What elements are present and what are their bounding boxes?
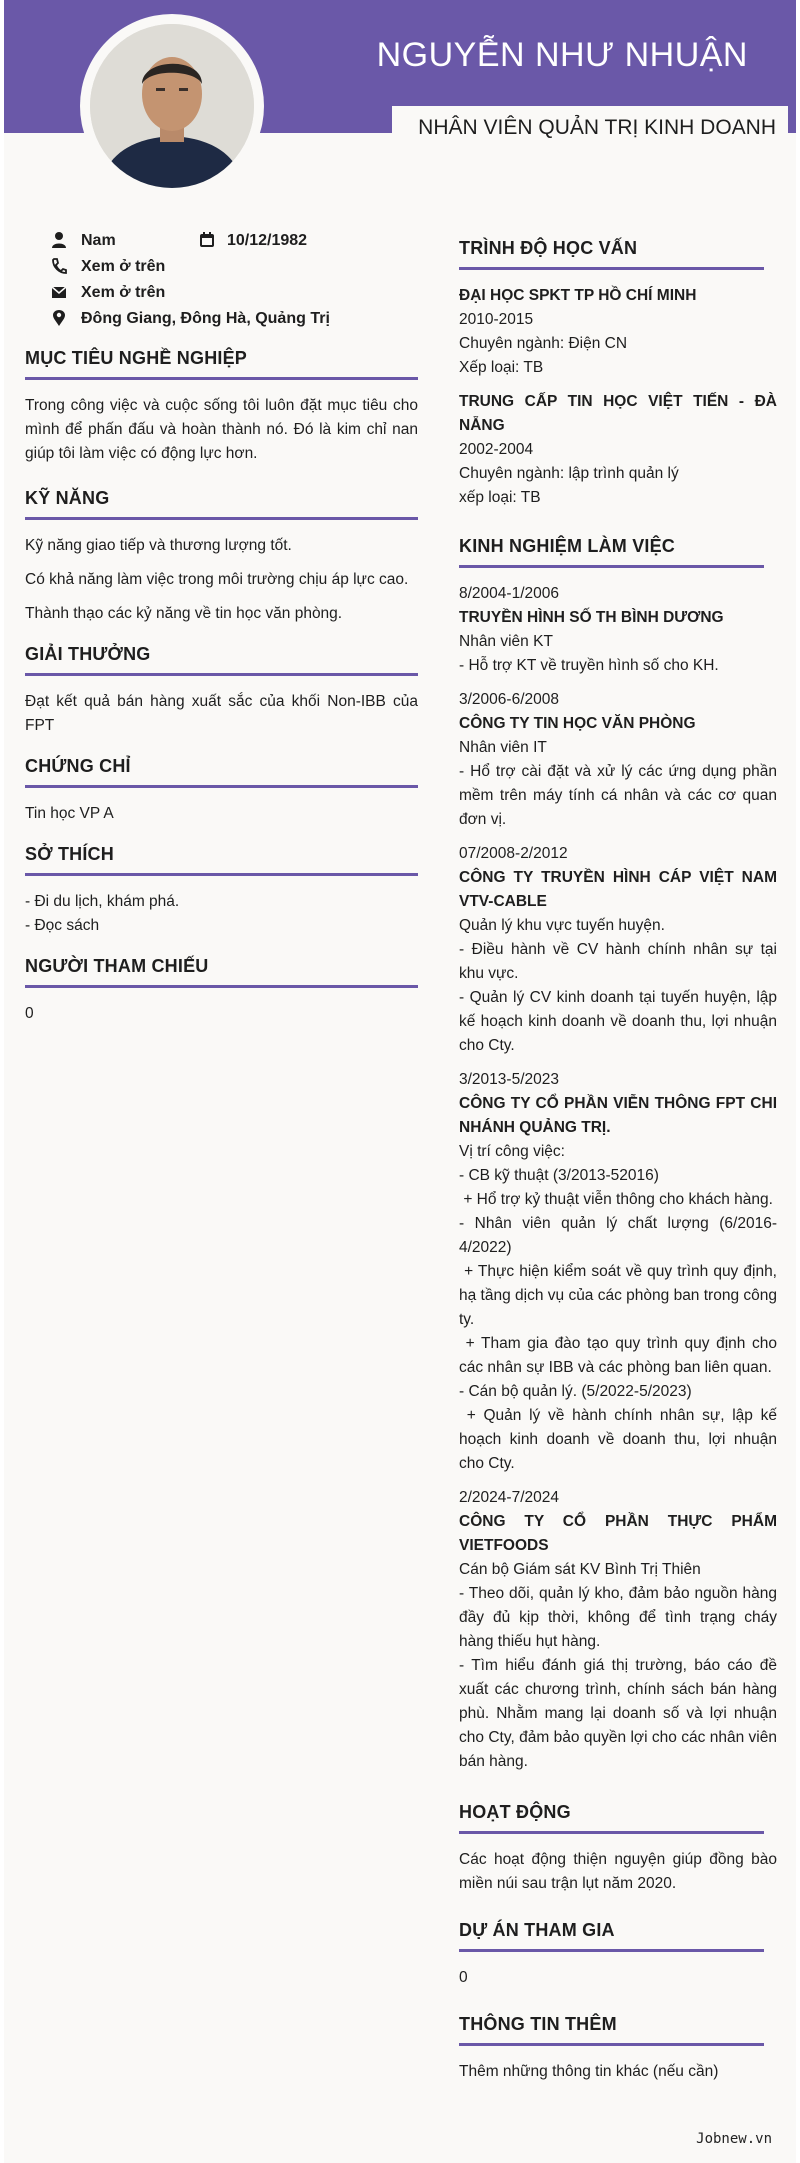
experience-period: 3/2006-6/2008 bbox=[459, 691, 559, 708]
experience-detail: - CB kỹ thuật (3/2013-52016) bbox=[459, 1167, 659, 1184]
experience-item bbox=[459, 582, 777, 678]
personal-row-phone bbox=[25, 256, 418, 282]
cv-page bbox=[4, 0, 796, 2163]
objective-title: MỤC TIÊU NGHỀ NGHIỆP bbox=[25, 348, 418, 380]
personal-row-address bbox=[25, 308, 418, 334]
experience-company: TRUYỀN HÌNH SỐ TH BÌNH DƯƠNG bbox=[459, 609, 724, 626]
section-awards bbox=[25, 644, 418, 738]
experience-detail: - Tìm hiểu đánh giá thị trường, báo cáo đề xuất các chương trình, chính sách bán hàng phù. Nhằm mang lại doanh số và lợi nhuận cho Cty, đảm bảo quyền lợi cho các nhân viên bán hàng. bbox=[459, 1657, 782, 1770]
education-major: Chuyên ngành: Điện CN bbox=[459, 335, 628, 352]
right-column bbox=[459, 238, 782, 2102]
education-major: Chuyên ngành: lập trình quản lý bbox=[459, 465, 679, 482]
section-additional bbox=[459, 2014, 777, 2084]
gender-value: Nam bbox=[81, 232, 116, 249]
experience-period: 07/2008-2/2012 bbox=[459, 845, 568, 862]
references-text: 0 bbox=[25, 1005, 34, 1022]
experience-detail: - Cán bộ quản lý. (5/2022-5/2023) bbox=[459, 1383, 692, 1400]
section-skills bbox=[25, 488, 418, 626]
experience-company: CÔNG TY TRUYỀN HÌNH CÁP VIỆT NAM VTV-CABLE bbox=[459, 869, 777, 910]
section-projects bbox=[459, 1920, 777, 1990]
experience-position: Quản lý khu vực tuyến huyện. bbox=[459, 917, 665, 934]
experience-position: Nhân viên KT bbox=[459, 633, 553, 650]
experience-position: Vị trí công việc: bbox=[459, 1143, 565, 1160]
birthday-value: 10/12/1982 bbox=[227, 232, 308, 249]
section-objective bbox=[25, 348, 418, 466]
education-period: 2002-2004 bbox=[459, 441, 534, 458]
location-pin-icon bbox=[51, 309, 67, 327]
awards-text: Đạt kết quả bán hàng xuất sắc của khối Non-IBB của FPT bbox=[25, 693, 418, 734]
education-school: TRUNG CẤP TIN HỌC VIỆT TIẾN - ĐÀ NẴNG bbox=[459, 393, 777, 434]
additional-title: THÔNG TIN THÊM bbox=[459, 2014, 764, 2046]
experience-period: 8/2004-1/2006 bbox=[459, 585, 559, 602]
personal-row-gender bbox=[25, 230, 418, 256]
job-title: NHÂN VIÊN QUẢN TRỊ KINH DOANH bbox=[418, 116, 776, 139]
calendar-icon bbox=[199, 231, 215, 249]
experience-detail: - Hổ trợ cài đặt và xử lý các ứng dụng phần mềm trên máy tính cá nhân và các cơ quan đơn vị. bbox=[459, 763, 782, 828]
hobbies-title: SỞ THÍCH bbox=[25, 844, 418, 876]
section-certificates bbox=[25, 756, 418, 826]
address-value: Đông Giang, Đông Hà, Quảng Trị bbox=[81, 310, 330, 327]
skill-item: Kỹ năng giao tiếp và thương lượng tốt. bbox=[25, 537, 292, 554]
section-hobbies bbox=[25, 844, 418, 938]
avatar bbox=[90, 24, 254, 188]
section-education bbox=[459, 238, 777, 510]
section-experience bbox=[459, 536, 782, 1774]
experience-position: Nhân viên IT bbox=[459, 739, 547, 756]
experience-item bbox=[459, 688, 782, 832]
phone-icon bbox=[51, 257, 67, 275]
activities-title: HOẠT ĐỘNG bbox=[459, 1802, 764, 1834]
education-item bbox=[459, 390, 777, 510]
experience-detail: - Hỗ trợ KT về truyền hình số cho KH. bbox=[459, 657, 719, 674]
brand-watermark: Jobnew.vn bbox=[696, 2131, 772, 2147]
activities-text: Các hoạt động thiện nguyện giúp đồng bào miền núi sau trận lụt năm 2020. bbox=[459, 1851, 777, 1892]
education-title: TRÌNH ĐỘ HỌC VẤN bbox=[459, 238, 764, 270]
left-column bbox=[25, 230, 418, 1044]
skill-item: Thành thạo các kỷ năng về tin học văn phòng. bbox=[25, 605, 343, 622]
experience-company: CÔNG TY CỔ PHẦN VIỄN THÔNG FPT CHI NHÁNH QUẢNG TRỊ. bbox=[459, 1095, 777, 1136]
experience-detail: + Tham gia đào tạo quy trình quy định cho các nhân sự IBB và các phòng ban liên quan. bbox=[459, 1335, 782, 1376]
education-item bbox=[459, 284, 777, 380]
additional-text: Thêm những thông tin khác (nếu cần) bbox=[459, 2063, 719, 2080]
phone-value: Xem ở trên bbox=[81, 258, 166, 275]
experience-item bbox=[459, 1068, 782, 1476]
section-references bbox=[25, 956, 418, 1026]
education-grade: xếp loại: TB bbox=[459, 489, 541, 506]
candidate-name: NGUYỄN NHƯ NHUẬN bbox=[376, 36, 748, 74]
objective-text: Trong công việc và cuộc sống tôi luôn đặt mục tiêu cho mình để phấn đấu và hoàn thành nó. Đó là kim chỉ nan giúp tôi làm việc có động lực hơn. bbox=[25, 397, 418, 462]
experience-detail: + Quản lý về hành chính nhân sự, lập kế hoạch kinh doanh về doanh thu, lợi nhuận cho Cty. bbox=[459, 1407, 782, 1472]
experience-detail: - Theo dõi, quản lý kho, đảm bảo nguồn hàng đầy đủ kịp thời, không để tình trạng cháy hàng thiếu hụt hàng. bbox=[459, 1585, 782, 1650]
personal-info bbox=[25, 230, 418, 334]
hobby-item: - Đi du lịch, khám phá. bbox=[25, 893, 180, 910]
experience-title: KINH NGHIỆM LÀM VIỆC bbox=[459, 536, 764, 568]
skills-title: KỸ NĂNG bbox=[25, 488, 418, 520]
avatar-photo bbox=[90, 24, 254, 188]
projects-title: DỰ ÁN THAM GIA bbox=[459, 1920, 764, 1952]
education-school: ĐẠI HỌC SPKT TP HỒ CHÍ MINH bbox=[459, 287, 697, 304]
experience-period: 2/2024-7/2024 bbox=[459, 1489, 559, 1506]
experience-item bbox=[459, 1486, 782, 1774]
experience-detail: + Thực hiện kiểm soát về quy trình quy định, hạ tầng dịch vụ của các phòng ban trong công ty. bbox=[459, 1263, 782, 1328]
experience-company: CÔNG TY TIN HỌC VĂN PHÒNG bbox=[459, 715, 696, 732]
experience-item bbox=[459, 842, 782, 1058]
section-activities bbox=[459, 1802, 777, 1896]
experience-detail: - Quản lý CV kinh doanh tại tuyến huyện, lập kế hoạch kinh doanh về doanh thu, lợi nhuận cho Cty. bbox=[459, 989, 782, 1054]
awards-title: GIẢI THƯỞNG bbox=[25, 644, 418, 676]
experience-company: CÔNG TY CỔ PHẦN THỰC PHẨM VIETFOODS bbox=[459, 1513, 777, 1554]
experience-position: Cán bộ Giám sát KV Bình Trị Thiên bbox=[459, 1561, 701, 1578]
hobby-item: - Đọc sách bbox=[25, 917, 100, 934]
education-period: 2010-2015 bbox=[459, 311, 534, 328]
certificates-text: Tin học VP A bbox=[25, 805, 114, 822]
person-icon bbox=[51, 231, 67, 249]
references-title: NGƯỜI THAM CHIẾU bbox=[25, 956, 418, 988]
education-grade: Xếp loại: TB bbox=[459, 359, 544, 376]
experience-detail: + Hổ trợ kỷ thuật viễn thông cho khách hàng. bbox=[459, 1191, 773, 1208]
experience-period: 3/2013-5/2023 bbox=[459, 1071, 559, 1088]
skill-item: Có khả năng làm việc trong môi trường chịu áp lực cao. bbox=[25, 571, 409, 588]
certificates-title: CHỨNG CHỈ bbox=[25, 756, 418, 788]
experience-detail: - Nhân viên quản lý chất lượng (6/2016-4/2022) bbox=[459, 1215, 777, 1256]
email-value: Xem ở trên bbox=[81, 284, 166, 301]
experience-detail: - Điều hành về CV hành chính nhân sự tại khu vực. bbox=[459, 941, 782, 982]
personal-row-email bbox=[25, 282, 418, 308]
projects-text: 0 bbox=[459, 1969, 468, 1986]
envelope-icon bbox=[51, 283, 67, 301]
